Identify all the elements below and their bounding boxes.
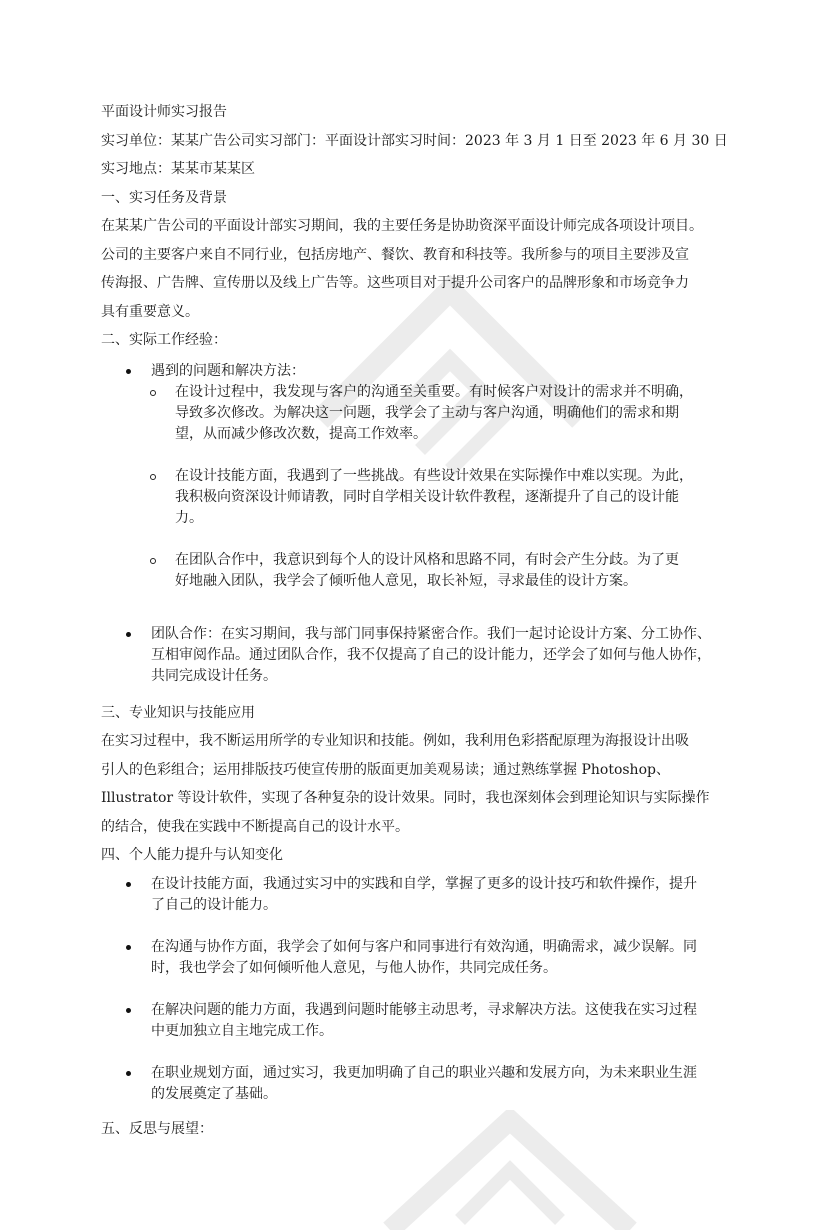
sub-list-item xyxy=(125,382,741,445)
list-item xyxy=(101,361,741,592)
section-4-bullet-list xyxy=(101,874,741,1105)
paragraph-line: 具有重要意义。 xyxy=(101,303,199,320)
list-item-line: 在职业规划方面，通过实习，我更加明确了自己的职业兴趣和发展方向，为未来职业生涯 xyxy=(151,1064,697,1081)
hollow-bullet-icon xyxy=(150,558,156,564)
list-item-label: 遇到的问题和解决方法： xyxy=(151,362,305,379)
list-item-line: 中更加独立自主地完成工作。 xyxy=(151,1022,333,1039)
section-heading-2: 二、实际工作经验： xyxy=(101,332,227,348)
section-heading-1: 一、实习任务及背景 xyxy=(101,189,227,206)
section-3-paragraph xyxy=(101,727,741,841)
hollow-bullet-icon xyxy=(150,474,156,480)
paragraph-line: 在某某广告公司的平面设计部实习期间，我的主要任务是协助资深平面设计师完成各项设计项目。 xyxy=(101,218,703,234)
list-item-line: 在解决问题的能力方面，我遇到问题时能够主动思考，寻求解决方法。这使我在实习过程 xyxy=(151,1001,697,1018)
section-heading-5: 五、反思与展望： xyxy=(101,1120,213,1137)
info-location: 实习地点：某某市某某区 xyxy=(101,161,255,177)
paragraph-line: Illustrator 等设计软件，实现了各种复杂的设计效果。同时，我也深刻体会到理论知识与实际操作 xyxy=(101,790,710,806)
list-item xyxy=(101,937,741,979)
sub-list xyxy=(125,382,741,592)
list-item-line: 团队合作：在实习期间，我与部门同事保持紧密合作。我们一起讨论设计方案、分工协作、 xyxy=(151,625,711,642)
list-item-line: 在沟通与协作方面，我学会了如何与客户和同事进行有效沟通，明确需求，减少误解。同 xyxy=(151,938,697,955)
bullet-icon xyxy=(126,369,131,374)
sub-item-line: 望，从而减少修改次数，提高工作效率。 xyxy=(175,425,427,442)
section-2-bullet-list xyxy=(101,361,741,687)
bullet-icon xyxy=(126,882,131,887)
section-1-paragraph xyxy=(101,212,741,326)
list-item-line: 的发展奠定了基础。 xyxy=(151,1085,277,1102)
paragraph-line: 公司的主要客户来自不同行业，包括房地产、餐饮、教育和科技等。我所参与的项目主要涉及宣 xyxy=(101,246,689,263)
list-item-line: 共同完成设计任务。 xyxy=(151,667,277,684)
sub-item-line: 好地融入团队，我学会了倾听他人意见，取长补短，寻求最佳的设计方案。 xyxy=(175,572,637,589)
paragraph-line: 的结合，使我在实践中不断提高自己的设计水平。 xyxy=(101,818,409,835)
list-item-line: 互相审阅作品。通过团队合作，我不仅提高了自己的设计能力，还学会了如何与他人协作， xyxy=(151,646,711,663)
list-item xyxy=(101,874,741,916)
sub-list-item xyxy=(125,466,741,529)
sub-item-line: 在设计过程中，我发现与客户的沟通至关重要。有时候客户对设计的需求并不明确， xyxy=(175,383,693,400)
sub-item-line: 力。 xyxy=(175,509,203,526)
document-title: 平面设计师实习报告 xyxy=(101,104,227,120)
info-unit-dept-time: 实习单位：某某广告公司实习部门：平面设计部实习时间：2023 年 3 月 1 日至 2023 年 6 月 30 日 xyxy=(101,132,728,149)
bullet-icon xyxy=(126,1071,131,1076)
list-item xyxy=(101,1063,741,1105)
list-item-line: 了自己的设计能力。 xyxy=(151,896,277,913)
bullet-icon xyxy=(126,1008,131,1013)
sub-item-line: 我积极向资深设计师请教，同时自学相关设计软件教程，逐渐提升了自己的设计能 xyxy=(175,488,679,505)
hollow-bullet-icon xyxy=(150,390,156,396)
list-item xyxy=(101,624,741,687)
document-body xyxy=(101,98,741,1143)
paragraph-line: 传海报、广告牌、宣传册以及线上广告等。这些项目对于提升公司客户的品牌形象和市场竞争力 xyxy=(101,275,689,291)
list-item-line: 时，我也学会了如何倾听他人意见，与他人协作，共同完成任务。 xyxy=(151,959,557,976)
section-heading-4: 四、个人能力提升与认知变化 xyxy=(101,847,283,863)
bullet-icon xyxy=(126,945,131,950)
list-item-line: 在设计技能方面，我通过实习中的实践和自学，掌握了更多的设计技巧和软件操作，提升 xyxy=(151,875,697,892)
sub-item-line: 导致多次修改。为解决这一问题，我学会了主动与客户沟通，明确他们的需求和期 xyxy=(175,404,679,421)
paragraph-line: 在实习过程中，我不断运用所学的专业知识和技能。例如，我利用色彩搭配原理为海报设计出吸 xyxy=(101,733,689,749)
paragraph-line: 引人的色彩组合；运用排版技巧使宣传册的版面更加美观易读；通过熟练掌握 Photoshop、 xyxy=(101,761,670,778)
sub-list-item xyxy=(125,550,741,592)
section-heading-3: 三、专业知识与技能应用 xyxy=(101,704,255,721)
sub-item-line: 在团队合作中，我意识到每个人的设计风格和思路不同，有时会产生分歧。为了更 xyxy=(175,551,679,568)
sub-item-line: 在设计技能方面，我遇到了一些挑战。有些设计效果在实际操作中难以实现。为此， xyxy=(175,467,693,484)
bullet-icon xyxy=(126,632,131,637)
list-item xyxy=(101,1000,741,1042)
